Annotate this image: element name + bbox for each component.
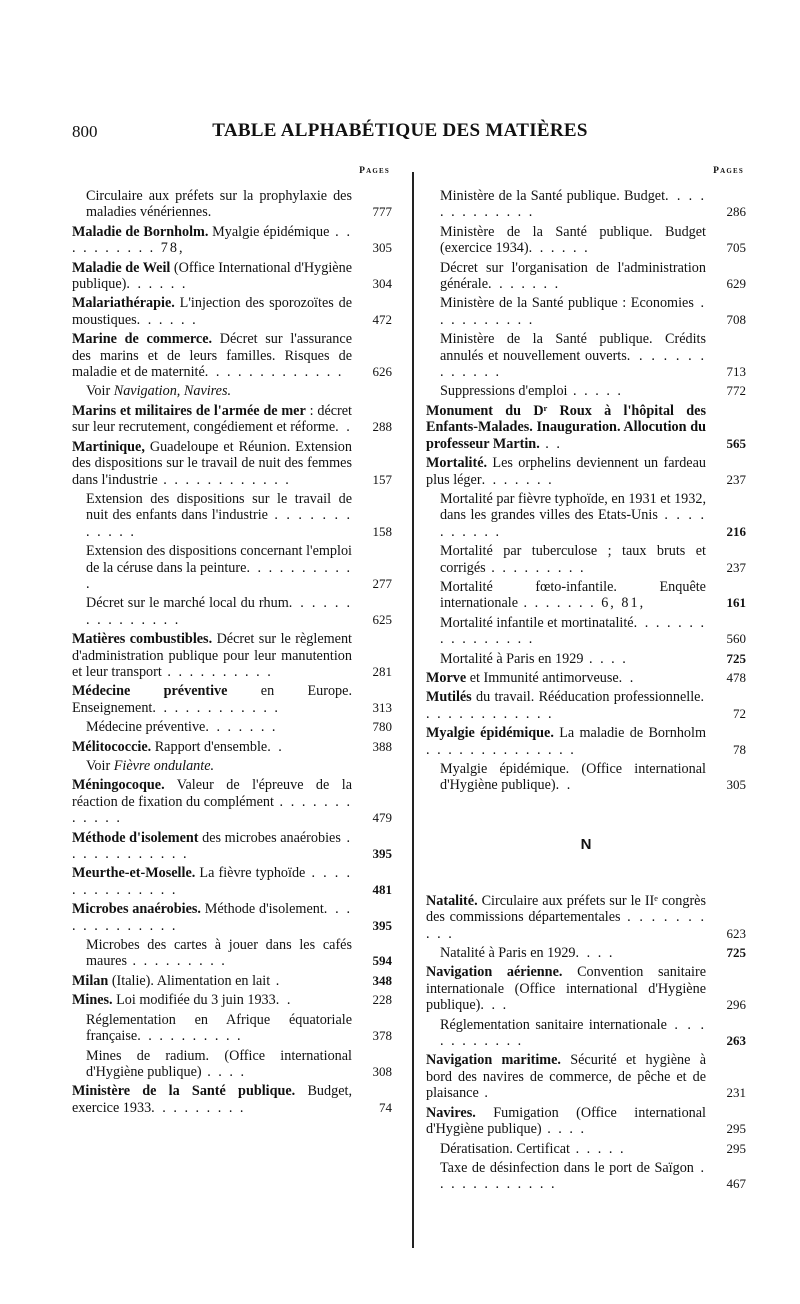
entry-text: Mortalité fœto-infantile. Enquête internationale [440,578,706,612]
page-reference: 296 [726,997,746,1013]
entry-text: (Italie). Alimentation en lait [108,972,271,989]
page-reference: 231 [726,1085,746,1101]
page-reference: 594 [372,953,392,969]
entry-heading: Natalité. [426,892,478,909]
page-reference: 72 [733,705,746,721]
page-reference: 388 [372,738,392,754]
index-entry [426,1105,746,1138]
entry-heading: Navigation maritime. [426,1052,561,1069]
index-entry [72,1048,392,1081]
page-reference: 705 [726,240,746,256]
entry-heading: Marine de commerce. [72,331,213,348]
left-index-list [72,188,392,1116]
section-letter: N [580,835,592,853]
page-reference: 623 [726,925,746,941]
entry-text: Guadeloupe et Réunion. Extension des dispositions sur le travail de nuit des femmes dans l'industrie [72,438,352,488]
leader-dots: . . . . . . . . . . . . [86,507,353,540]
entry-text: Budget, exercice 1933 [72,1083,352,1116]
entry-text: Décret sur le règlement d'administration publique pour leur manutention et leur transport [72,631,352,680]
leader-dots: . . . . . . . . . . . . [157,471,291,488]
index-entry [426,455,746,488]
index-entry [72,683,392,716]
entry-text: Natalité à Paris en 1929 [440,945,576,962]
entry-heading: Mortalité. [426,455,488,472]
entry-text: et Immunité antimorveuse [466,669,619,686]
page-reference: 288 [372,419,392,435]
see-also-target: Navigation, Navires. [113,383,232,400]
page-reference: 78 [733,741,746,757]
index-entry [426,188,746,221]
index-entry [72,719,392,735]
entry-heading: Martinique, [72,438,145,455]
page-reference: 478 [726,669,746,685]
page-reference: 725 [726,650,746,666]
index-entry [426,224,746,257]
index-entry [72,491,392,540]
entry-text: Médecine préventive [86,719,206,736]
entry-text: Ministère de la Santé publique. Budget [440,188,666,204]
page-reference: 565 [726,435,746,451]
entry-text: La fièvre typhoïde [195,865,306,882]
index-entry [72,830,392,863]
entry-text: Méthode d'isolement [200,901,324,918]
index-entry [72,224,392,257]
leader-dots: . . . . [583,650,628,667]
page-reference: 237 [726,559,746,575]
index-entry [426,491,746,540]
index-entry [426,1141,746,1157]
leader-dots: . [478,1085,490,1102]
leader-dots: . . . . [541,1121,587,1138]
page-reference: 305 [726,777,746,793]
index-entry [72,295,392,328]
entry-text: Fumigation (Office international d'Hygiène publique) [426,1104,706,1138]
index-entry [426,945,746,961]
pages-column-label: Pages [713,166,744,176]
entry-text: Loi modifiée du 3 juin 1933 [112,992,276,1009]
page-reference: 395 [372,917,392,933]
entry-heading: Navigation aérienne. [426,964,563,981]
leader-dots: . . . . . . . . . . . . . [440,188,707,221]
entry-heading: Malariathérapie. [72,295,175,312]
page-reference: 708 [726,311,746,327]
entry-text: Mortalité par tuberculose ; taux bruts et corrigés [440,543,706,576]
page-reference: 157 [372,471,392,487]
entry-heading: Médecine préventive [72,683,228,700]
left-column [72,166,392,1119]
entry-text: Ministère de la Santé publique. Crédits annulés et nouvellement ouverts [440,331,706,364]
entry-text: Décret sur le marché local du rhum [86,595,289,612]
leader-dots: . . . . . . . . . [126,953,227,970]
page-reference: 161 [726,595,746,611]
right-index-list [426,188,746,1193]
page-reference: 313 [372,699,392,715]
page-reference: 277 [372,575,392,591]
leader-dots: . . . . . . [126,276,188,293]
entry-heading: Méningocoque. [72,777,165,794]
index-entry [426,725,746,758]
index-entry [426,1017,746,1050]
leader-dots: . . . . . . . . . . . . [440,1159,706,1193]
page-reference: 295 [726,1140,746,1156]
index-entry [72,901,392,934]
entry-text: : décret sur leur recrutement, congédiement et réforme [72,402,352,436]
index-entry [426,689,746,722]
page-reference: 713 [726,364,746,380]
page-reference: 479 [372,810,392,826]
leader-dots: . . . . . . . . . . . . . [72,901,353,934]
entry-heading: Myalgie épidémique. [426,725,554,742]
right-column [426,166,746,1196]
leader-dots: . . [555,777,573,794]
leader-dots: . . . . . . . [488,276,561,293]
index-entry [72,758,392,774]
leader-dots: . . [275,992,293,1009]
page-reference: 395 [372,846,392,862]
index-entry [72,260,392,293]
page-title: TABLE ALPHABÉTIQUE DES MATIÈRES [212,120,588,141]
index-entry [72,439,392,488]
entry-heading: Marins et militaires de l'armée de mer [72,402,306,419]
leader-dots: . . . . . . . . . . . . [152,699,280,716]
leader-dots: . . . . . . [136,311,198,328]
index-entry [426,295,746,328]
leader-dots: . . . . . . . . . . 78, [72,223,353,257]
leader-dots: . . [267,738,284,755]
page-reference: 237 [726,471,746,487]
leader-dots: . . . . . . . . . . [161,663,273,680]
entry-text: du travail. Rééducation professionnelle [471,689,701,706]
entry-text: Réglementation sanitaire internationale [440,1016,667,1033]
index-entry [426,670,746,686]
index-entry [426,260,746,293]
index-entry [426,543,746,576]
entry-text: Réglementation en Afrique équatoriale française [86,1011,352,1045]
entry-text: Suppressions d'emploi [440,383,568,400]
page-reference: 467 [726,1176,746,1192]
page-reference: 228 [372,992,392,1008]
entry-text: des microbes anaérobies [198,829,341,846]
entry-text: Mortalité infantile et mortinatalité [440,614,634,631]
leader-dots: . . . [480,997,509,1014]
entry-heading: Ministère de la Santé publique. [72,1083,296,1100]
entry-text: Taxe de désinfection dans le port de Saïgon [440,1159,694,1176]
page-reference: 304 [372,276,392,292]
page-reference: 286 [726,204,746,220]
leader-dots: . . . . . . . . . . [440,295,707,328]
entry-text: Microbes des cartes à jouer dans les cafés maures [86,937,352,970]
index-entry [426,964,746,1013]
index-entry [426,1052,746,1101]
entry-heading: Mutilés [426,689,472,706]
page-reference: 74 [379,1099,392,1115]
leader-dots: . . . . . . . . . . . . . . . [86,595,352,628]
entry-text: Dératisation. Certificat [440,1140,571,1157]
leader-dots: . . . . . . . . . [485,559,586,576]
leader-dots: . . . . . [567,383,623,400]
see-also-label: Voir [86,383,114,400]
index-entry [426,893,746,942]
leader-dots: . . . . . [570,1140,626,1157]
index-entry [72,739,392,755]
entry-text: Sécurité et hygiène à bord des navires de commerce, de pêche et de plaisance [426,1052,706,1102]
leader-dots: . . . . . . . . . . . [86,559,353,592]
leader-dots: . . . . . . . . . . . . [72,829,352,863]
leader-dots: . . . . . . . . . . [137,1028,243,1045]
entry-heading: Maladie de Weil [72,259,171,276]
entry-text: Extension des dispositions concernant l'emploi de la céruse dans la peinture [86,543,352,576]
index-entry [72,383,392,399]
entry-heading: Navires. [426,1104,476,1121]
leader-dots: . . . . . . . . . . . . . [440,347,706,381]
pages-column-label: Pages [359,166,390,176]
column-divider [412,172,414,1248]
page-reference: 625 [372,611,392,627]
entry-heading: Matières combustibles. [72,631,213,648]
index-entry [72,937,392,970]
leader-dots: . . . . [201,1063,247,1080]
leader-dots: . . . . [575,945,615,962]
leader-dots: . . . . . . . . . . . . . . . . [440,614,707,648]
see-also-target: Fièvre ondulante. [113,758,215,774]
entry-heading: Mélitococcie. [72,738,152,755]
index-entry [72,631,392,680]
entry-text: Myalgie épidémique [208,223,330,240]
index-entry [426,1160,746,1193]
page-reference: 481 [372,881,392,897]
entry-heading: Microbes anaérobies. [72,901,201,918]
entry-text: Décret sur l'organisation de l'administration générale [440,259,706,293]
index-entry [72,865,392,898]
index-entry [426,403,746,452]
index-entry [72,992,392,1008]
page-reference: 378 [372,1028,392,1044]
index-entry [72,331,392,380]
leader-dots: . . . . . . . . . . . . . [426,689,706,722]
see-also-label: Voir [86,758,114,774]
index-entry [426,761,746,794]
page-reference: 560 [726,631,746,647]
entry-text: Ministère de la Santé publique. Budget (exercice 1934) [440,223,706,257]
leader-dots: . [270,972,282,989]
leader-dots: . . . . . . . [481,471,554,488]
page-number: 800 [72,122,98,141]
index-entry [72,188,392,221]
index-entry [72,543,392,592]
entry-text: La maladie de Bornholm [553,725,706,742]
index-entry [426,615,746,648]
leader-dots: . . . . . . . [205,719,278,736]
entry-heading: Mines. [72,992,113,1009]
page-reference: 305 [372,240,392,256]
leader-dots: . . . . . . . . . . [426,909,706,942]
entry-text: L'injection des sporozoïtes de moustiques [72,295,352,328]
entry-text: Myalgie épidémique. (Office international d'Hygiène publique) [440,761,706,794]
leader-dots: . . . . . . . . . [151,1099,246,1116]
leader-dots: . . . . . . . . . . [440,507,707,540]
index-entry [72,973,392,989]
index-entry [72,1083,392,1116]
page-reference: 348 [372,972,392,988]
entry-text: Circulaire aux préfets sur la prophylaxie des maladies vénériennes. [86,188,352,221]
leader-dots: . . [539,435,562,452]
leader-dots: . . [618,669,636,686]
entry-text: Extension des dispositions sur le travail de nuit des enfants dans l'industrie [86,490,352,524]
leader-dots: . . . . . . . . . . . . . . [72,865,352,898]
entry-text: Mortalité par fièvre typhoïde, en 1931 et 1932, dans les grandes villes des Etats-Unis [440,490,706,524]
leader-dots: . . . . . . . 6, 81, [518,595,646,612]
page-reference: 308 [372,1063,392,1079]
page-reference: 629 [726,276,746,292]
page-reference: 780 [372,719,392,735]
page-reference: 725 [726,945,746,961]
leader-dots: . . . . . . . . . . . . . . [426,741,576,758]
index-entry [72,1012,392,1045]
page-reference: 295 [726,1121,746,1137]
entry-heading: Maladie de Bornholm. [72,223,209,240]
entry-text: Convention sanitaire internationale (Office international d'Hygiène publique) [426,964,706,1014]
leader-dots: . . [335,419,352,436]
page-header [0,118,800,148]
page-reference: 158 [372,523,392,539]
page-reference: 626 [372,364,392,380]
leader-dots: . . . . . . . . . . . [440,1016,706,1050]
index-entry [72,403,392,436]
page-reference: 772 [726,383,746,399]
entry-text: Mortalité à Paris en 1929 [440,650,584,667]
leader-dots: . . . . . . . . . . . . . [204,364,344,381]
entry-heading: Morve [426,669,467,686]
entry-text: Ministère de la Santé publique : Economies [440,295,694,312]
page-reference: 263 [726,1033,746,1049]
entry-text: Les orphelins deviennent un fardeau plus léger [426,455,706,488]
index-entry [72,595,392,628]
page-reference: 777 [372,204,392,220]
index-entry [426,579,746,612]
index-entry [426,331,746,380]
page-reference: 472 [372,311,392,327]
leader-dots: . . . . . . [528,240,590,257]
entry-text: Rapport d'ensemble [151,738,268,755]
entry-heading: Méthode d'isolement [72,829,199,846]
leader-dots: . . . . . . . . . . . . [72,793,352,827]
entry-heading: Monument du Dʳ Roux à l'hôpital des Enfants-Malades. Inauguration. Allocution du professeur Martin. [426,402,706,452]
index-entry [72,777,392,826]
entry-text: Circulaire aux préfets sur le IIᵉ congrès des commissions départementales [426,892,706,926]
entry-text: en Europe. Enseignement [72,683,352,716]
page-reference: 216 [726,523,746,539]
index-entry [426,651,746,667]
entry-heading: Milan [72,972,109,989]
entry-text: Mines de radium. (Office international d'Hygiène publique) [86,1047,352,1080]
index-entry [426,383,746,399]
entry-text: (Office International d'Hygiène publique) [72,259,352,293]
page-reference: 281 [372,663,392,679]
entry-text: Valeur de l'épreuve de la réaction de fixation du complément [72,777,352,810]
entry-text: Décret sur l'assurance des marins et de leurs familles. Risques de maladie et de maternité [72,331,352,381]
entry-heading: Meurthe-et-Moselle. [72,865,196,882]
